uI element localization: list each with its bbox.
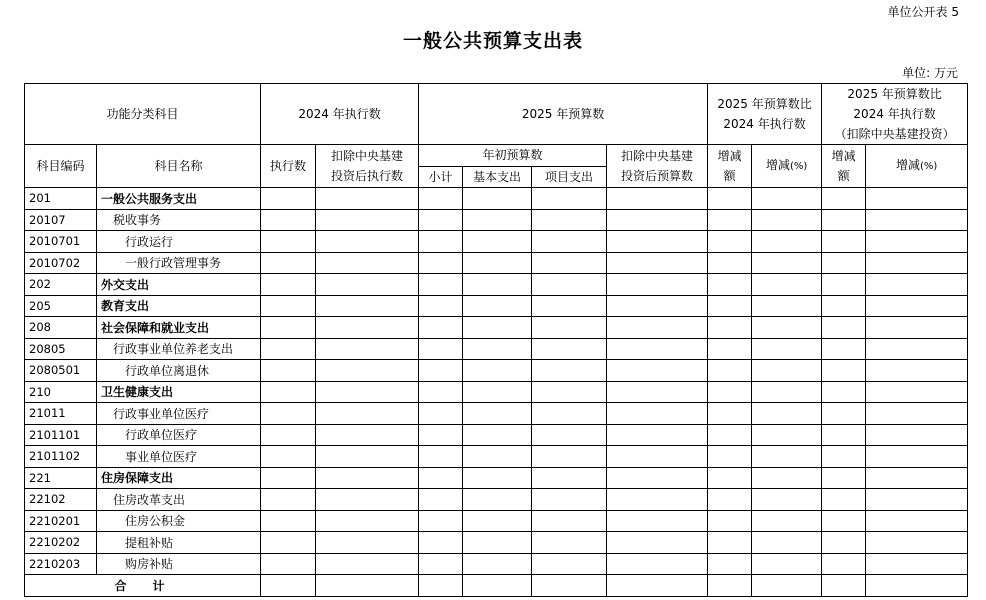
row-value-cell [532, 553, 607, 575]
row-value-cell [866, 553, 968, 575]
header-exec-deduct [316, 145, 419, 188]
row-value-cell [752, 274, 822, 296]
row-value-cell [316, 510, 419, 532]
header-compare-deduct-line3: （扣除中央基建投资） [834, 127, 955, 141]
table-row [25, 424, 968, 446]
row-value-cell [532, 381, 607, 403]
table-row [25, 381, 968, 403]
header-function-class: 功能分类科目 [25, 84, 261, 145]
row-value-cell [532, 231, 607, 253]
row-code: 2210202 [25, 532, 97, 554]
header-budget-deduct-line1: 扣除中央基建 [621, 149, 694, 163]
expenditure-table [24, 83, 968, 597]
row-value-cell [261, 252, 316, 274]
row-name: 行政单位离退休 [97, 360, 261, 382]
total-cell [607, 575, 708, 597]
row-value-cell [316, 360, 419, 382]
row-value-cell [463, 446, 532, 468]
total-cell [463, 575, 532, 597]
row-name: 行政运行 [97, 231, 261, 253]
table-row [25, 446, 968, 468]
row-value-cell [532, 510, 607, 532]
row-value-cell [261, 403, 316, 425]
row-value-cell [419, 532, 463, 554]
row-name: 外交支出 [97, 274, 261, 296]
row-name: 一般行政管理事务 [97, 252, 261, 274]
row-value-cell [419, 188, 463, 210]
row-value-cell [752, 403, 822, 425]
row-value-cell [261, 274, 316, 296]
header-subtotal: 小计 [419, 166, 463, 188]
row-value-cell [607, 231, 708, 253]
row-name: 提租补贴 [97, 532, 261, 554]
row-value-cell [316, 532, 419, 554]
row-value-cell [532, 424, 607, 446]
row-value-cell [607, 338, 708, 360]
header-change-pct-1 [752, 145, 822, 188]
row-value-cell [866, 510, 968, 532]
table-row [25, 553, 968, 575]
row-value-cell [866, 467, 968, 489]
row-value-cell [607, 360, 708, 382]
row-value-cell [316, 381, 419, 403]
row-value-cell [261, 338, 316, 360]
row-value-cell [708, 231, 752, 253]
total-cell [708, 575, 752, 597]
row-value-cell [316, 188, 419, 210]
header-budget-deduct [607, 145, 708, 188]
row-value-cell [752, 489, 822, 511]
header-exec-deduct-line2: 投资后执行数 [331, 169, 404, 183]
row-code: 21011 [25, 403, 97, 425]
row-value-cell [866, 231, 968, 253]
row-value-cell [866, 188, 968, 210]
header-change-amount-2 [822, 145, 866, 188]
row-value-cell [822, 295, 866, 317]
header-basic: 基本支出 [463, 166, 532, 188]
table-row [25, 510, 968, 532]
table-row [25, 317, 968, 339]
row-value-cell [607, 252, 708, 274]
row-value-cell [866, 403, 968, 425]
row-value-cell [463, 295, 532, 317]
row-code: 2010701 [25, 231, 97, 253]
row-value-cell [822, 403, 866, 425]
row-value-cell [708, 424, 752, 446]
table-row [25, 338, 968, 360]
row-value-cell [532, 209, 607, 231]
row-value-cell [866, 381, 968, 403]
row-code: 2101101 [25, 424, 97, 446]
row-value-cell [822, 532, 866, 554]
row-value-cell [463, 403, 532, 425]
row-value-cell [316, 274, 419, 296]
row-value-cell [708, 188, 752, 210]
table-row [25, 360, 968, 382]
total-label: 合计 [25, 575, 261, 597]
row-value-cell [316, 231, 419, 253]
row-value-cell [316, 317, 419, 339]
row-value-cell [708, 317, 752, 339]
row-value-cell [316, 446, 419, 468]
row-name: 一般公共服务支出 [97, 188, 261, 210]
total-cell [316, 575, 419, 597]
row-value-cell [866, 532, 968, 554]
row-value-cell [822, 467, 866, 489]
row-value-cell [866, 489, 968, 511]
header-project: 项目支出 [532, 166, 607, 188]
row-value-cell [532, 360, 607, 382]
row-value-cell [822, 489, 866, 511]
row-value-cell [822, 381, 866, 403]
total-cell [419, 575, 463, 597]
row-value-cell [419, 381, 463, 403]
row-value-cell [261, 295, 316, 317]
row-name: 住房公积金 [97, 510, 261, 532]
row-value-cell [607, 209, 708, 231]
row-value-cell [607, 317, 708, 339]
row-value-cell [261, 209, 316, 231]
header-change-pct-2-sign: (%) [919, 161, 938, 172]
table-row [25, 209, 968, 231]
row-value-cell [463, 231, 532, 253]
total-cell [261, 575, 316, 597]
row-value-cell [419, 510, 463, 532]
row-value-cell [419, 403, 463, 425]
row-value-cell [419, 424, 463, 446]
row-value-cell [822, 360, 866, 382]
row-value-cell [532, 317, 607, 339]
row-value-cell [463, 553, 532, 575]
row-value-cell [752, 467, 822, 489]
row-value-cell [463, 510, 532, 532]
table-row [25, 467, 968, 489]
header-change-pct-1-label: 增减 [765, 158, 790, 172]
row-value-cell [752, 295, 822, 317]
table-row [25, 295, 968, 317]
row-value-cell [708, 295, 752, 317]
table-row [25, 403, 968, 425]
row-value-cell [316, 467, 419, 489]
row-value-cell [316, 295, 419, 317]
row-value-cell [822, 446, 866, 468]
row-name: 行政单位医疗 [97, 424, 261, 446]
row-value-cell [261, 188, 316, 210]
row-value-cell [463, 188, 532, 210]
row-value-cell [752, 188, 822, 210]
row-value-cell [752, 446, 822, 468]
row-code: 2010702 [25, 252, 97, 274]
row-value-cell [261, 360, 316, 382]
row-value-cell [708, 510, 752, 532]
row-value-cell [532, 295, 607, 317]
header-change-amount-2-line1: 增减 [831, 149, 856, 163]
header-change-amount-2-line2: 额 [837, 169, 850, 183]
row-value-cell [316, 209, 419, 231]
row-value-cell [866, 446, 968, 468]
header-change-pct-2 [866, 145, 968, 188]
row-name: 行政事业单位医疗 [97, 403, 261, 425]
table-body [25, 188, 968, 575]
row-value-cell [607, 510, 708, 532]
row-value-cell [532, 467, 607, 489]
row-code: 22102 [25, 489, 97, 511]
row-value-cell [822, 338, 866, 360]
row-value-cell [822, 510, 866, 532]
row-value-cell [261, 532, 316, 554]
row-value-cell [532, 252, 607, 274]
row-value-cell [261, 446, 316, 468]
row-value-cell [532, 274, 607, 296]
header-compare-deduct-line1: 2025 年预算数比 [847, 87, 942, 101]
row-value-cell [419, 489, 463, 511]
row-value-cell [708, 467, 752, 489]
row-value-cell [261, 553, 316, 575]
row-value-cell [607, 553, 708, 575]
row-value-cell [752, 338, 822, 360]
row-value-cell [866, 274, 968, 296]
row-value-cell [261, 510, 316, 532]
row-value-cell [866, 360, 968, 382]
row-value-cell [316, 553, 419, 575]
row-value-cell [708, 274, 752, 296]
row-value-cell [419, 553, 463, 575]
row-value-cell [752, 360, 822, 382]
row-value-cell [866, 295, 968, 317]
row-value-cell [708, 403, 752, 425]
row-value-cell [752, 231, 822, 253]
row-value-cell [316, 338, 419, 360]
row-value-cell [261, 489, 316, 511]
row-value-cell [532, 446, 607, 468]
row-name: 住房改革支出 [97, 489, 261, 511]
row-value-cell [463, 424, 532, 446]
row-code: 20107 [25, 209, 97, 231]
row-name: 行政事业单位养老支出 [97, 338, 261, 360]
table-number-label: 单位公开表 5 [887, 5, 959, 19]
row-value-cell [822, 209, 866, 231]
total-cell [822, 575, 866, 597]
row-code: 208 [25, 317, 97, 339]
row-value-cell [316, 252, 419, 274]
row-name: 住房保障支出 [97, 467, 261, 489]
row-code: 210 [25, 381, 97, 403]
page-title: 一般公共预算支出表 [402, 30, 583, 52]
row-value-cell [261, 381, 316, 403]
row-code: 2101102 [25, 446, 97, 468]
row-value-cell [708, 446, 752, 468]
row-value-cell [866, 317, 968, 339]
total-row [25, 575, 968, 597]
row-name: 卫生健康支出 [97, 381, 261, 403]
row-value-cell [752, 252, 822, 274]
row-value-cell [316, 424, 419, 446]
row-value-cell [752, 532, 822, 554]
row-value-cell [532, 489, 607, 511]
row-value-cell [708, 489, 752, 511]
row-value-cell [419, 446, 463, 468]
row-value-cell [708, 360, 752, 382]
row-value-cell [822, 188, 866, 210]
row-value-cell [463, 338, 532, 360]
row-value-cell [532, 532, 607, 554]
row-value-cell [463, 317, 532, 339]
header-budget-2025: 2025 年预算数 [419, 84, 708, 145]
row-value-cell [419, 338, 463, 360]
row-value-cell [708, 252, 752, 274]
row-value-cell [822, 317, 866, 339]
total-cell [752, 575, 822, 597]
row-value-cell [419, 252, 463, 274]
row-value-cell [866, 209, 968, 231]
table-row [25, 489, 968, 511]
row-value-cell [419, 467, 463, 489]
header-name: 科目名称 [97, 145, 261, 188]
header-compare-deduct-line2: 2024 年执行数 [853, 107, 936, 121]
header-compare-exec-line2: 2024 年执行数 [723, 117, 806, 131]
header-change-amount-1-line1: 增减 [717, 149, 742, 163]
row-value-cell [532, 338, 607, 360]
total-cell [866, 575, 968, 597]
row-value-cell [866, 252, 968, 274]
row-value-cell [463, 209, 532, 231]
table-row [25, 274, 968, 296]
row-value-cell [866, 338, 968, 360]
header-exec: 执行数 [261, 145, 316, 188]
row-value-cell [822, 252, 866, 274]
header-compare-exec-deduct [822, 84, 968, 145]
header-change-amount-1-line2: 额 [723, 169, 736, 183]
total-cell [532, 575, 607, 597]
row-value-cell [822, 274, 866, 296]
header-exec-2024: 2024 年执行数 [261, 84, 419, 145]
header-code: 科目编码 [25, 145, 97, 188]
row-value-cell [463, 360, 532, 382]
header-initial-budget: 年初预算数 [419, 145, 607, 167]
row-value-cell [261, 317, 316, 339]
row-value-cell [463, 274, 532, 296]
row-value-cell [752, 209, 822, 231]
row-value-cell [752, 381, 822, 403]
row-name: 购房补贴 [97, 553, 261, 575]
row-value-cell [607, 295, 708, 317]
table-row [25, 252, 968, 274]
row-value-cell [708, 381, 752, 403]
row-code: 20805 [25, 338, 97, 360]
row-value-cell [607, 381, 708, 403]
row-value-cell [419, 317, 463, 339]
row-value-cell [419, 274, 463, 296]
table-row [25, 188, 968, 210]
row-value-cell [607, 467, 708, 489]
row-value-cell [708, 532, 752, 554]
row-code: 205 [25, 295, 97, 317]
table-row [25, 231, 968, 253]
row-value-cell [261, 467, 316, 489]
row-value-cell [822, 424, 866, 446]
row-value-cell [532, 403, 607, 425]
row-value-cell [607, 188, 708, 210]
header-exec-deduct-line1: 扣除中央基建 [331, 149, 404, 163]
row-value-cell [316, 489, 419, 511]
row-value-cell [752, 510, 822, 532]
row-value-cell [419, 360, 463, 382]
header-change-pct-1-sign: (%) [789, 161, 808, 172]
row-code: 201 [25, 188, 97, 210]
row-value-cell [822, 553, 866, 575]
row-name: 税收事务 [97, 209, 261, 231]
row-value-cell [261, 424, 316, 446]
row-code: 2210201 [25, 510, 97, 532]
row-value-cell [752, 424, 822, 446]
table-row [25, 532, 968, 554]
row-value-cell [463, 532, 532, 554]
row-value-cell [419, 231, 463, 253]
row-value-cell [708, 553, 752, 575]
header-compare-exec-line1: 2025 年预算数比 [717, 97, 812, 111]
row-value-cell [708, 209, 752, 231]
row-value-cell [708, 338, 752, 360]
row-code: 202 [25, 274, 97, 296]
row-value-cell [607, 274, 708, 296]
row-value-cell [607, 403, 708, 425]
row-code: 2080501 [25, 360, 97, 382]
row-code: 2210203 [25, 553, 97, 575]
row-value-cell [532, 188, 607, 210]
header-change-amount-1 [708, 145, 752, 188]
unit-label: 单位: 万元 [902, 66, 958, 80]
header-budget-deduct-line2: 投资后预算数 [621, 169, 694, 183]
row-value-cell [316, 403, 419, 425]
row-value-cell [822, 231, 866, 253]
row-value-cell [607, 446, 708, 468]
row-value-cell [607, 532, 708, 554]
row-code: 221 [25, 467, 97, 489]
row-value-cell [261, 231, 316, 253]
row-value-cell [463, 467, 532, 489]
row-value-cell [463, 252, 532, 274]
row-name: 社会保障和就业支出 [97, 317, 261, 339]
row-value-cell [419, 209, 463, 231]
row-value-cell [419, 295, 463, 317]
row-value-cell [607, 424, 708, 446]
row-value-cell [866, 424, 968, 446]
row-value-cell [752, 553, 822, 575]
header-compare-exec [708, 84, 822, 145]
header-change-pct-2-label: 增减 [895, 158, 920, 172]
row-value-cell [752, 317, 822, 339]
row-value-cell [463, 381, 532, 403]
row-name: 教育支出 [97, 295, 261, 317]
row-value-cell [463, 489, 532, 511]
row-value-cell [607, 489, 708, 511]
row-name: 事业单位医疗 [97, 446, 261, 468]
